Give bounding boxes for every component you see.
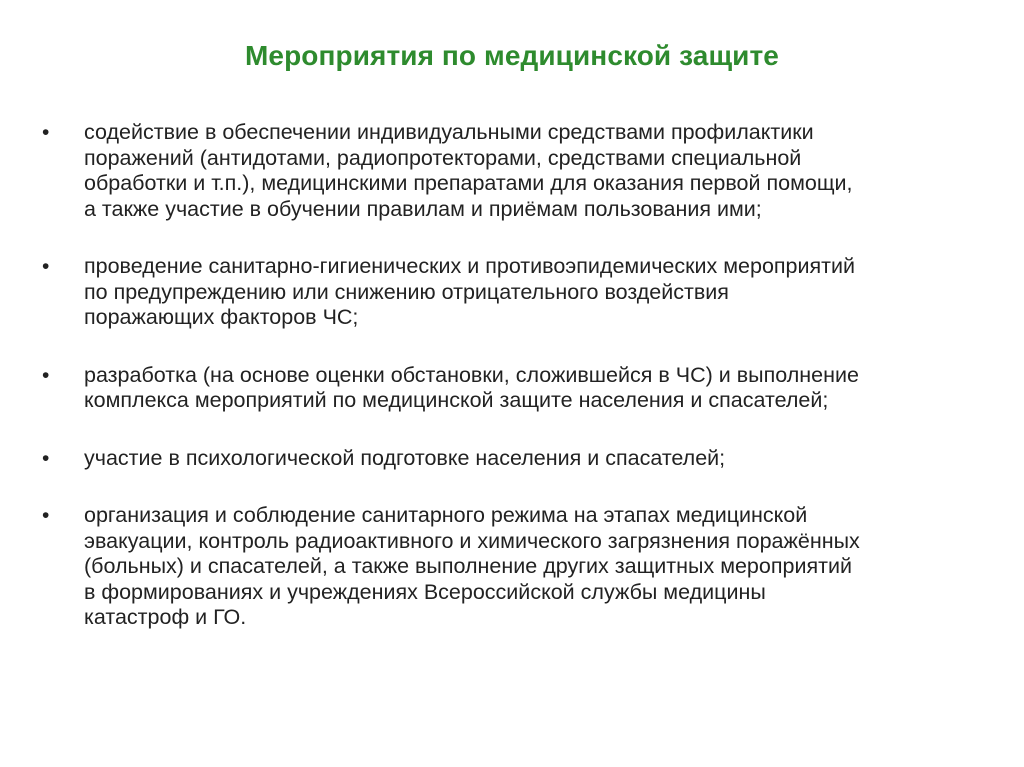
- bullet-dot-icon: •: [42, 255, 50, 278]
- item-line: организация и соблюдение санитарного режима на этапах медицинской: [84, 503, 808, 527]
- bullet-dot-icon: •: [42, 504, 50, 527]
- item-line: комплекса мероприятий по медицинской защите населения и спасателей;: [84, 388, 829, 412]
- slide-title: Мероприятия по медицинской защите: [245, 40, 779, 71]
- list-item: [40, 446, 1020, 472]
- item-line: поражающих факторов ЧС;: [84, 305, 359, 329]
- item-line: (больных) и спасателей, а также выполнение других защитных мероприятий: [84, 554, 852, 578]
- list-item: [40, 363, 1020, 414]
- bullet-dot-icon: •: [42, 363, 50, 387]
- item-line: участие в психологической подготовке населения и спасателей;: [84, 445, 726, 470]
- item-line: поражений (антидотами, радиопротекторами, средствами специальной: [84, 145, 802, 170]
- item-line: эвакуации, контроль радиоактивного и химического загрязнения поражённых: [84, 528, 860, 553]
- item-line: в формированиях и учреждениях Всероссийской службы медицины: [84, 579, 766, 604]
- item-line: содействие в обеспечении индивидуальными средствами профилактики: [84, 120, 814, 144]
- list-item: [40, 120, 1020, 222]
- list-item: [40, 254, 1020, 331]
- list-item: [40, 503, 1020, 631]
- item-line: по предупреждению или снижению отрицательного воздействия: [84, 279, 729, 304]
- item-line: катастроф и ГО.: [84, 605, 247, 629]
- item-line: разработка (на основе оценки обстановки, сложившейся в ЧС) и выполнение: [84, 362, 859, 387]
- item-line: а также участие в обучении правилам и приёмам пользования ими;: [84, 196, 762, 221]
- item-line: обработки и т.п.), медицинскими препаратами для оказания первой помощи,: [84, 171, 853, 195]
- bullet-dot-icon: •: [42, 121, 50, 144]
- bullet-dot-icon: •: [42, 446, 50, 470]
- bullet-list: [40, 120, 1020, 631]
- item-line: проведение санитарно-гигиенических и противоэпидемических мероприятий: [84, 254, 856, 278]
